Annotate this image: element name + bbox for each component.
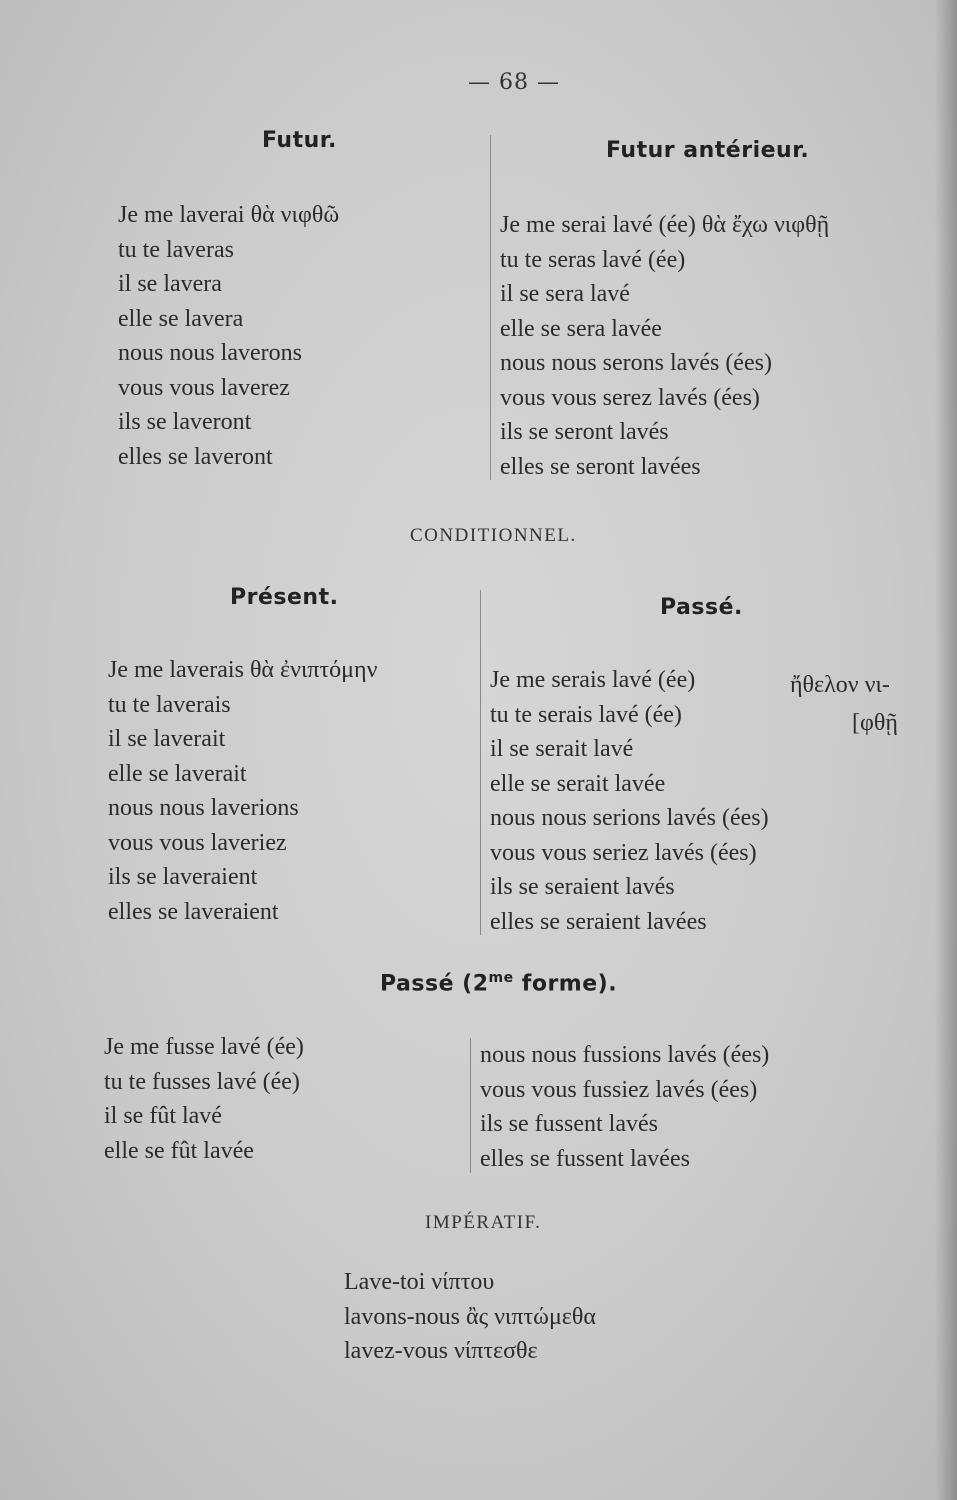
column-divider	[490, 135, 491, 480]
passe-line: il se serait lavé	[490, 736, 634, 762]
present-line: nous nous laverions	[108, 795, 299, 821]
passe-2-title-sup: me	[488, 970, 514, 986]
column-divider	[480, 590, 481, 935]
passe-2-left	[104, 1030, 304, 1168]
futur-line: ils se laveront	[118, 409, 252, 435]
futur-title: Futur.	[262, 128, 337, 153]
passe-line: elle se serait lavée	[490, 770, 666, 797]
passe-2-line: vous vous fussiez lavés (ées)	[480, 1076, 758, 1103]
futur-anterieur-line: nous nous serons lavés (ées)	[500, 350, 772, 376]
passe-greek-1: ἤθελον νι-	[790, 672, 890, 698]
present-line: il se laverait	[108, 726, 226, 752]
futur-line: elles se laveront	[118, 443, 273, 470]
futur-anterieur-line: tu te seras lavé (ée)	[500, 246, 686, 273]
futur-conjugation	[118, 198, 339, 474]
present-conjugation	[108, 653, 377, 929]
futur-anterieur-line: ils se seront lavés	[500, 419, 669, 445]
futur-anterieur-line: Je me serai lavé (ée) θὰ ἔχω νιφθῇ	[500, 212, 830, 238]
futur-line: elle se lavera	[118, 305, 244, 332]
passe-2-line: Je me fusse lavé (ée)	[104, 1034, 304, 1060]
passe-greek-2: [φθῇ	[852, 710, 898, 736]
futur-anterieur-line: elle se sera lavée	[500, 315, 662, 342]
passe-line: vous vous seriez lavés (ées)	[490, 839, 757, 866]
passe-title: Passé.	[660, 595, 743, 620]
futur-line: il se lavera	[118, 271, 222, 297]
futur-line: tu te laveras	[118, 236, 234, 263]
column-divider	[470, 1038, 471, 1173]
passe-line: elles se seraient lavées	[490, 908, 707, 935]
imperatif-line: lavez-vous νίπτεσθε	[344, 1338, 538, 1364]
present-title: Présent.	[230, 585, 339, 610]
passe-2-line: tu te fusses lavé (ée)	[104, 1068, 300, 1095]
passe-2me-forme-title	[380, 970, 617, 996]
futur-anterieur-conjugation	[500, 208, 829, 484]
passe-2-line: elles se fussent lavées	[480, 1145, 690, 1172]
futur-line: vous vous laverez	[118, 374, 290, 401]
passe-line: ils se seraient lavés	[490, 874, 675, 900]
futur-anterieur-title: Futur antérieur.	[606, 138, 810, 163]
futur-anterieur-line: il se sera lavé	[500, 281, 630, 307]
passe-conjugation	[490, 663, 769, 939]
passe-2-line: nous nous fussions lavés (ées)	[480, 1042, 770, 1068]
imperatif-conjugation	[344, 1265, 596, 1369]
passe-2-line: ils se fussent lavés	[480, 1111, 658, 1137]
imperatif-line: lavons-nous ἂς νιπτώμεθα	[344, 1303, 596, 1330]
passe-2-title-main: Passé (2	[380, 971, 489, 997]
page-number: — 68 —	[468, 70, 560, 95]
present-line: ils se laveraient	[108, 864, 258, 890]
futur-line: Je me laverai θὰ νιφθῶ	[118, 202, 340, 228]
passe-2-title-end: forme).	[513, 971, 618, 997]
futur-anterieur-line: elles se seront lavées	[500, 453, 701, 480]
passe-line: Je me serais lavé (ée)	[490, 667, 696, 693]
present-line: vous vous laveriez	[108, 829, 287, 856]
present-line: elles se laveraient	[108, 898, 279, 925]
passe-2-line: il se fût lavé	[104, 1103, 222, 1129]
present-line: tu te laverais	[108, 691, 231, 718]
passe-line: tu te serais lavé (ée)	[490, 701, 682, 728]
present-line: elle se laverait	[108, 760, 247, 787]
futur-line: nous nous laverons	[118, 340, 302, 366]
passe-line: nous nous serions lavés (ées)	[490, 805, 769, 831]
present-line: Je me laverais θὰ ἐνιπτόμην	[108, 657, 378, 683]
passe-2-line: elle se fût lavée	[104, 1137, 254, 1164]
futur-anterieur-line: vous vous serez lavés (ées)	[500, 384, 760, 411]
passe-2-right	[480, 1038, 769, 1176]
conditionnel-heading: CONDITIONNEL.	[410, 525, 577, 546]
imperatif-heading: IMPÉRATIF.	[425, 1212, 542, 1233]
page-edge-shadow	[935, 0, 957, 1500]
imperatif-line: Lave-toi νίπτου	[344, 1269, 495, 1295]
